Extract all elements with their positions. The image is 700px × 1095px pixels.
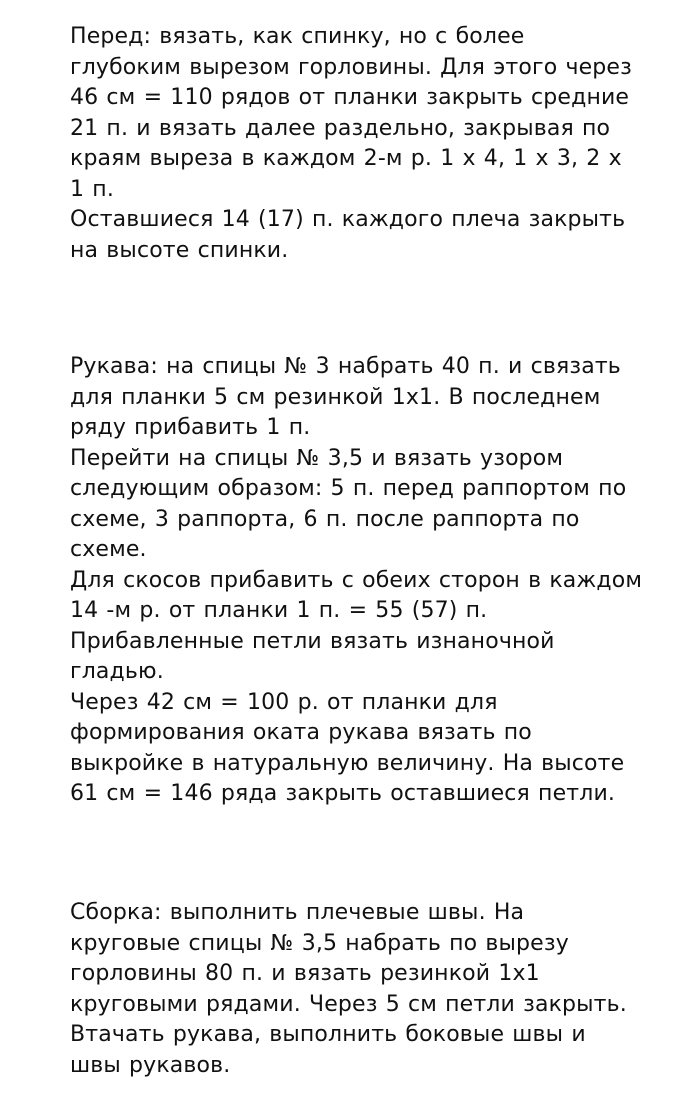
text-line: Втачать рукава, выполнить боковые швы и — [70, 1022, 586, 1047]
text-line: краям выреза в каждом 2-м р. 1 х 4, 1 х 3, 2 х — [70, 146, 622, 171]
text-line: на высоте спинки. — [70, 237, 289, 263]
text-line: 61 см = 146 ряда закрыть оставшиеся петли. — [70, 781, 616, 806]
text-line: Рукава: на спицы № 3 набрать 40 п. и связать — [70, 354, 621, 379]
text-line: Оставшиеся 14 (17) п. каждого плеча закрыть — [70, 207, 626, 232]
text-line: 1 п. — [70, 176, 114, 202]
text-line: формирования оката рукава вязать по — [70, 720, 532, 745]
text-line: круговыми рядами. Через 5 см петли закрыть. — [70, 991, 627, 1017]
text-line: схеме. — [70, 537, 147, 562]
text-line: Через 42 см = 100 р. от планки для — [70, 689, 498, 715]
text-line: Сборка: выполнить плечевые швы. На — [70, 900, 525, 925]
text-line: выкройке в натуральную величину. На высоте — [70, 750, 625, 776]
text-line: 14 -м р. от планки 1 п. = 55 (57) п. — [70, 598, 488, 623]
text-line: ряду прибавить 1 п. — [70, 415, 311, 440]
text-line: Перед: вязать, как спинку, но с более — [70, 24, 525, 49]
text-line: гладью. — [70, 659, 164, 684]
text-line: Для скосов прибавить с обеих сторон в каждом — [70, 567, 643, 593]
text-line: горловины 80 п. и вязать резинкой 1х1 — [70, 961, 540, 986]
text-line: 46 см = 110 рядов от планки закрыть средние — [70, 85, 630, 110]
text-line: схеме, 3 раппорта, 6 п. после раппорта по — [70, 506, 580, 532]
text-line: глубоким вырезом горловины. Для этого через — [70, 54, 632, 80]
text-line: швы рукавов. — [70, 1052, 231, 1078]
front-instructions — [70, 22, 695, 266]
text-line: для планки 5 см резинкой 1х1. В последнем — [70, 384, 601, 410]
sleeves-instructions — [70, 352, 695, 810]
text-line: круговые спицы № 3,5 набрать по вырезу — [70, 930, 569, 956]
text-line: Прибавленные петли вязать изнаночной — [70, 628, 555, 654]
assembly-instructions — [70, 898, 695, 1081]
text-line: 21 п. и вязать далее раздельно, закрывая по — [70, 115, 611, 141]
text-line: следующим образом: 5 п. перед раппортом по — [70, 476, 627, 501]
text-line: Перейти на спицы № 3,5 и вязать узором — [70, 445, 564, 471]
